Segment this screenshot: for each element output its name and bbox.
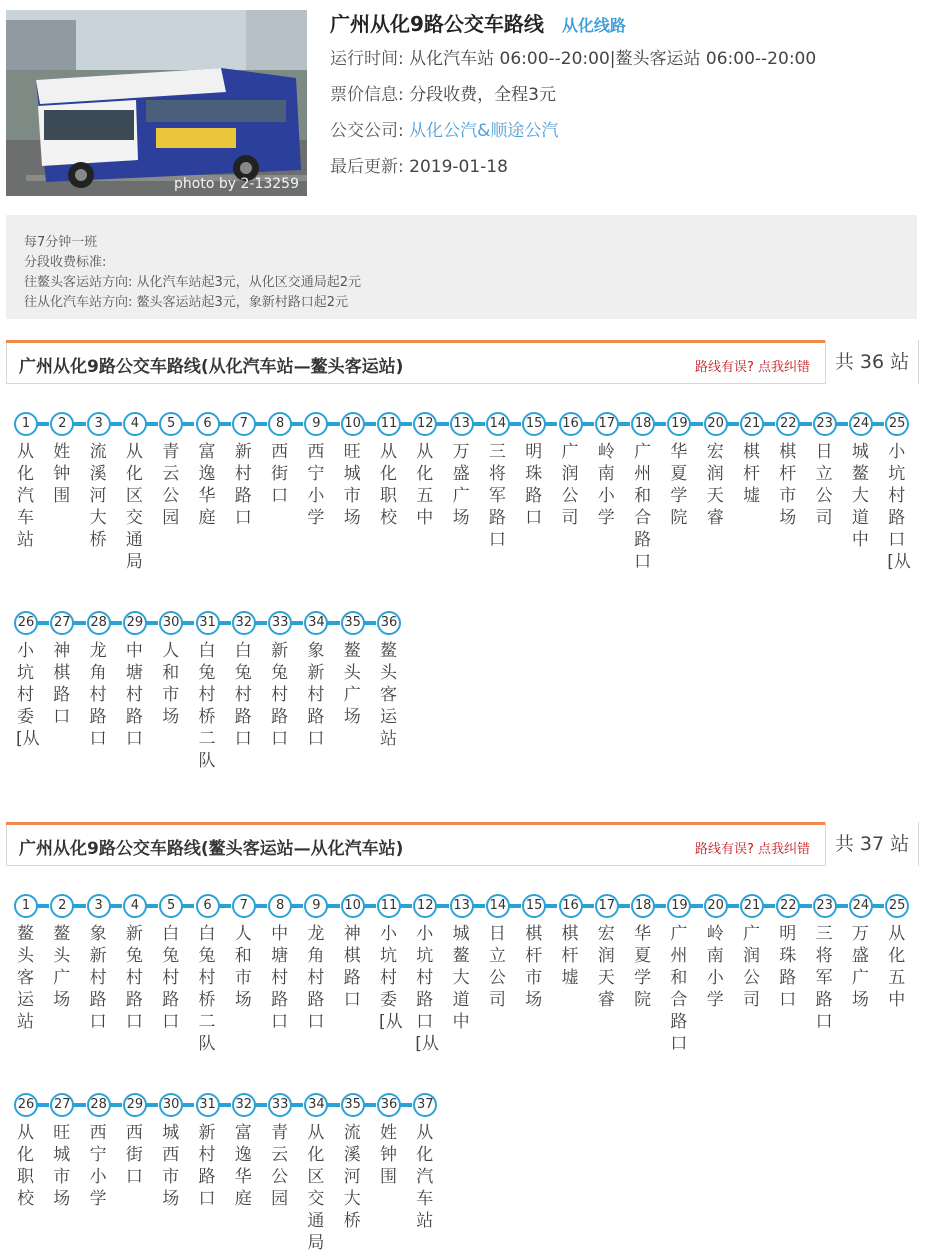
stop-name: 从化汽车站	[17, 442, 34, 550]
stop-number: 26	[14, 1093, 38, 1117]
stop-connector	[618, 904, 630, 908]
stop-connector	[436, 904, 448, 908]
stop-count: 共 37 站	[825, 822, 918, 866]
stop-name: 小坑村路口[从	[887, 442, 911, 572]
stop-number: 2	[50, 894, 74, 918]
stop-number: 7	[232, 894, 256, 918]
stop-connector	[654, 904, 666, 908]
info-label: 最后更新:	[330, 157, 404, 177]
stop-name: 新兔村路口	[125, 924, 143, 1032]
stop-number: 18	[631, 412, 655, 436]
stop-number: 13	[450, 412, 474, 436]
notice-line: 往鳌头客运站方向: 从化汽车站起3元，从化区交通局起2元	[24, 275, 362, 290]
stop-number: 5	[159, 894, 183, 918]
stop-connector	[110, 904, 122, 908]
stop-connector	[763, 422, 775, 426]
stop-number: 10	[341, 894, 365, 918]
stop-number: 17	[595, 412, 619, 436]
stop-name: 城鳌大道中	[452, 924, 470, 1032]
stop-number: 8	[268, 412, 292, 436]
stop-connector	[545, 904, 557, 908]
stop-connector	[219, 621, 231, 625]
stop-connector	[836, 422, 848, 426]
stop-connector	[73, 422, 85, 426]
stop-connector	[763, 904, 775, 908]
stop-name: 从化区交通局	[125, 442, 143, 572]
stop-connector	[37, 621, 49, 625]
stop-name: 新村路口	[198, 1123, 216, 1209]
stop-number: 33	[268, 1093, 292, 1117]
stop-connector	[146, 1103, 158, 1107]
stop-number: 20	[704, 412, 728, 436]
stop-connector	[872, 904, 884, 908]
stop-name: 从化五中	[888, 924, 906, 1010]
stop-connector	[327, 904, 339, 908]
stop-name: 中塘村路口	[271, 924, 289, 1032]
stop-connector	[727, 904, 739, 908]
notice-line: 分段收费标准:	[24, 255, 107, 270]
stop-connector	[219, 422, 231, 426]
stop-name: 三将军路口	[815, 924, 833, 1032]
stop-connector	[37, 904, 49, 908]
stop-name: 广州和合路口	[670, 924, 688, 1054]
stop-connector	[509, 904, 521, 908]
stop-name: 三将军路口	[488, 442, 506, 550]
stop-connector	[146, 621, 158, 625]
stop-connector	[690, 904, 702, 908]
route-title: 广州从化9路公交车路线(鳌头客运站—从化汽车站)	[19, 839, 404, 859]
stop-name: 龙角村路口	[307, 924, 325, 1032]
stop-name: 日立公司	[488, 924, 506, 1010]
company-link[interactable]: 从化公汽&顺途公汽	[409, 121, 559, 141]
page-title: 广州从化9路公交车路线	[330, 12, 544, 36]
stop-name: 西宁小学	[89, 1123, 107, 1209]
stop-name: 鳌头客运站	[380, 641, 397, 749]
stop-connector	[291, 904, 303, 908]
stop-name: 姓钟围	[380, 1123, 397, 1187]
stop-name: 广润公司	[561, 442, 579, 528]
stop-name: 青云公园	[162, 442, 180, 528]
stop-connector	[255, 621, 267, 625]
stop-name: 棋杆市场	[779, 442, 797, 528]
stop-number: 21	[740, 894, 764, 918]
stop-connector	[582, 422, 594, 426]
stop-connector	[654, 422, 666, 426]
stop-name: 人和市场	[162, 641, 180, 727]
stop-connector	[146, 904, 158, 908]
stop-name: 从化区交通局	[307, 1123, 325, 1253]
stop-name: 从化职校	[380, 442, 397, 528]
stop-number: 16	[559, 412, 583, 436]
stop-name: 富逸华庭	[234, 1123, 252, 1209]
bus-photo	[6, 10, 307, 196]
stop-connector	[582, 904, 594, 908]
stop-name: 从化汽车站	[416, 1123, 434, 1231]
stop-name: 中塘村路口	[125, 641, 143, 749]
stop-number: 25	[885, 894, 909, 918]
stop-number: 1	[14, 412, 38, 436]
stop-connector	[110, 422, 122, 426]
stop-connector	[545, 422, 557, 426]
stop-name: 鳌头客运站	[17, 924, 34, 1032]
stop-name: 万盛广场	[851, 924, 869, 1010]
stop-number: 13	[450, 894, 474, 918]
stop-number: 37	[413, 1093, 437, 1117]
stop-name: 岭南小学	[706, 924, 724, 1010]
stop-number: 32	[232, 611, 256, 635]
route-panel-header-outbound	[6, 340, 919, 384]
stop-name: 神棋路口	[343, 924, 361, 1010]
info-value: 从化汽车站 06:00--20:00|鳌头客运站 06:00--20:00	[409, 49, 817, 69]
stop-number: 31	[196, 1093, 220, 1117]
stop-connector	[509, 422, 521, 426]
stop-number: 10	[341, 412, 365, 436]
stop-number: 16	[559, 894, 583, 918]
stop-number: 9	[304, 894, 328, 918]
route-info	[330, 8, 930, 177]
stop-name: 鳌头广场	[53, 924, 71, 1010]
title-row	[330, 8, 930, 36]
stop-connector	[327, 422, 339, 426]
stop-connector	[110, 621, 122, 625]
stop-connector	[364, 1103, 376, 1107]
info-row-hours	[330, 44, 816, 69]
stop-connector	[618, 422, 630, 426]
stop-connector	[37, 422, 49, 426]
stop-name: 城鳌大道中	[851, 442, 869, 550]
stop-connector	[400, 1103, 412, 1107]
stop-name: 西街口	[125, 1123, 143, 1187]
stop-number: 4	[123, 412, 147, 436]
info-row-company	[330, 116, 558, 141]
stop-name: 棋杆墟	[743, 442, 760, 506]
stop-name: 白兔村路口	[234, 641, 252, 749]
info-label: 运行时间:	[330, 49, 404, 69]
stop-name: 小坑村委[从	[16, 641, 40, 749]
stop-number: 19	[667, 894, 691, 918]
stop-connector	[73, 621, 85, 625]
category-link[interactable]: 从化线路	[561, 16, 626, 35]
info-value: 2019-01-18	[409, 157, 508, 177]
stop-connector	[110, 1103, 122, 1107]
stop-name: 青云公园	[271, 1123, 289, 1209]
stop-name: 流溪河大桥	[89, 442, 107, 550]
stop-name: 旺城市场	[343, 442, 361, 528]
stop-connector	[327, 1103, 339, 1107]
stop-name: 白兔村桥二队	[198, 924, 216, 1054]
stop-connector	[73, 1103, 85, 1107]
panel-top-rule	[6, 822, 826, 825]
stop-connector	[37, 1103, 49, 1107]
stop-name: 新兔村路口	[271, 641, 289, 749]
stop-number: 1	[14, 894, 38, 918]
route-title: 广州从化9路公交车路线(从化汽车站—鳌头客运站)	[19, 357, 404, 377]
stop-number: 2	[50, 412, 74, 436]
stop-number: 6	[196, 412, 220, 436]
stop-name: 华夏学院	[670, 442, 688, 528]
stop-connector	[255, 422, 267, 426]
stop-name: 姓钟围	[53, 442, 71, 506]
stop-connector	[291, 422, 303, 426]
stop-number: 14	[486, 894, 510, 918]
stop-number: 14	[486, 412, 510, 436]
stop-number: 32	[232, 1093, 256, 1117]
stop-connector	[255, 1103, 267, 1107]
stop-number: 11	[377, 412, 401, 436]
route-panel-header-return	[6, 822, 919, 866]
stop-connector	[836, 904, 848, 908]
stop-number: 25	[885, 412, 909, 436]
stop-number: 31	[196, 611, 220, 635]
stop-count: 共 36 站	[825, 340, 918, 384]
stop-number: 24	[849, 894, 873, 918]
stop-name: 华夏学院	[634, 924, 652, 1010]
stop-number: 3	[87, 894, 111, 918]
stop-number: 30	[159, 1093, 183, 1117]
info-label: 票价信息:	[330, 85, 404, 105]
stop-connector	[364, 904, 376, 908]
stop-name: 鳌头广场	[343, 641, 361, 727]
report-error-link[interactable]: 路线有误? 点我纠错	[694, 360, 810, 375]
stop-number: 23	[813, 412, 837, 436]
stop-connector	[291, 621, 303, 625]
stop-connector	[146, 422, 158, 426]
stop-name: 龙角村路口	[89, 641, 107, 749]
stop-connector	[219, 904, 231, 908]
info-row-fare	[330, 80, 556, 105]
stop-number: 8	[268, 894, 292, 918]
stop-connector	[799, 422, 811, 426]
notice-box	[6, 215, 917, 319]
stop-number: 19	[667, 412, 691, 436]
stop-number: 11	[377, 894, 401, 918]
stop-name: 明珠路口	[525, 442, 543, 528]
stop-number: 29	[123, 1093, 147, 1117]
stop-connector	[182, 422, 194, 426]
stop-number: 27	[50, 611, 74, 635]
stop-name: 新村路口	[234, 442, 252, 528]
stop-name: 白兔村桥二队	[198, 641, 216, 771]
stop-number: 35	[341, 1093, 365, 1117]
stop-number: 26	[14, 611, 38, 635]
stop-number: 33	[268, 611, 292, 635]
stop-connector	[219, 1103, 231, 1107]
stop-number: 29	[123, 611, 147, 635]
stop-connector	[291, 1103, 303, 1107]
stop-connector	[364, 422, 376, 426]
stop-number: 28	[87, 611, 111, 635]
stop-name: 从化五中	[416, 442, 434, 528]
stop-name: 小坑村委[从	[379, 924, 403, 1032]
stop-number: 9	[304, 412, 328, 436]
stop-connector	[872, 422, 884, 426]
photo-credit: photo by 2-13259	[174, 176, 299, 192]
stop-connector	[727, 422, 739, 426]
stop-number: 3	[87, 412, 111, 436]
stop-number: 5	[159, 412, 183, 436]
stop-name: 城西市场	[162, 1123, 180, 1209]
stop-connector	[473, 422, 485, 426]
stop-name: 岭南小学	[597, 442, 615, 528]
stop-connector	[400, 422, 412, 426]
report-error-link[interactable]: 路线有误? 点我纠错	[694, 842, 810, 857]
stop-number: 6	[196, 894, 220, 918]
notice-line: 每7分钟一班	[24, 235, 98, 250]
stop-number: 24	[849, 412, 873, 436]
stop-number: 30	[159, 611, 183, 635]
stop-number: 15	[522, 894, 546, 918]
stop-number: 15	[522, 412, 546, 436]
stop-connector	[436, 422, 448, 426]
stop-connector	[182, 621, 194, 625]
notice-line: 往从化汽车站方向: 鳌头客运站起3元，象新村路口起2元	[24, 295, 349, 310]
stop-name: 象新村路口	[307, 641, 325, 749]
bus-photo-image	[6, 10, 307, 196]
stop-number: 34	[304, 1093, 328, 1117]
stop-connector	[690, 422, 702, 426]
stop-number: 36	[377, 1093, 401, 1117]
stop-connector	[255, 904, 267, 908]
stop-name: 棋杆墟	[561, 924, 579, 988]
stop-number: 7	[232, 412, 256, 436]
stop-connector	[182, 904, 194, 908]
stop-name: 广州和合路口	[634, 442, 652, 572]
stop-name: 人和市场	[234, 924, 252, 1010]
stop-name: 象新村路口	[89, 924, 107, 1032]
stop-number: 28	[87, 1093, 111, 1117]
info-value: 分段收费，全程3元	[409, 85, 556, 105]
stop-number: 18	[631, 894, 655, 918]
stop-connector	[799, 904, 811, 908]
stop-number: 22	[776, 412, 800, 436]
stop-name: 从化职校	[17, 1123, 34, 1209]
stop-name: 旺城市场	[53, 1123, 71, 1209]
stop-number: 35	[341, 611, 365, 635]
stop-number: 21	[740, 412, 764, 436]
stop-name: 西宁小学	[307, 442, 325, 528]
stop-number: 23	[813, 894, 837, 918]
stop-number: 17	[595, 894, 619, 918]
stop-name: 西街口	[271, 442, 289, 506]
stop-name: 棋杆市场	[525, 924, 543, 1010]
stop-name: 小坑村路口[从	[415, 924, 439, 1054]
stop-connector	[327, 621, 339, 625]
stop-connector	[182, 1103, 194, 1107]
stop-name: 明珠路口	[779, 924, 797, 1010]
stop-number: 12	[413, 412, 437, 436]
info-label: 公交公司:	[330, 121, 404, 141]
stop-name: 白兔村路口	[162, 924, 180, 1032]
stop-number: 4	[123, 894, 147, 918]
stop-name: 宏润天睿	[706, 442, 724, 528]
stop-connector	[73, 904, 85, 908]
info-row-updated	[330, 152, 508, 177]
stop-number: 20	[704, 894, 728, 918]
stop-number: 12	[413, 894, 437, 918]
panel-top-rule	[6, 340, 826, 343]
stop-name: 宏润天睿	[597, 924, 615, 1010]
stop-name: 流溪河大桥	[343, 1123, 361, 1231]
stop-name: 万盛广场	[452, 442, 470, 528]
stop-name: 日立公司	[815, 442, 833, 528]
stop-connector	[364, 621, 376, 625]
stop-number: 27	[50, 1093, 74, 1117]
stop-name: 富逸华庭	[198, 442, 216, 528]
stop-connector	[473, 904, 485, 908]
stop-number: 36	[377, 611, 401, 635]
stop-name: 神棋路口	[53, 641, 71, 727]
stop-number: 34	[304, 611, 328, 635]
stop-number: 22	[776, 894, 800, 918]
stop-name: 广润公司	[743, 924, 760, 1010]
stop-connector	[400, 904, 412, 908]
